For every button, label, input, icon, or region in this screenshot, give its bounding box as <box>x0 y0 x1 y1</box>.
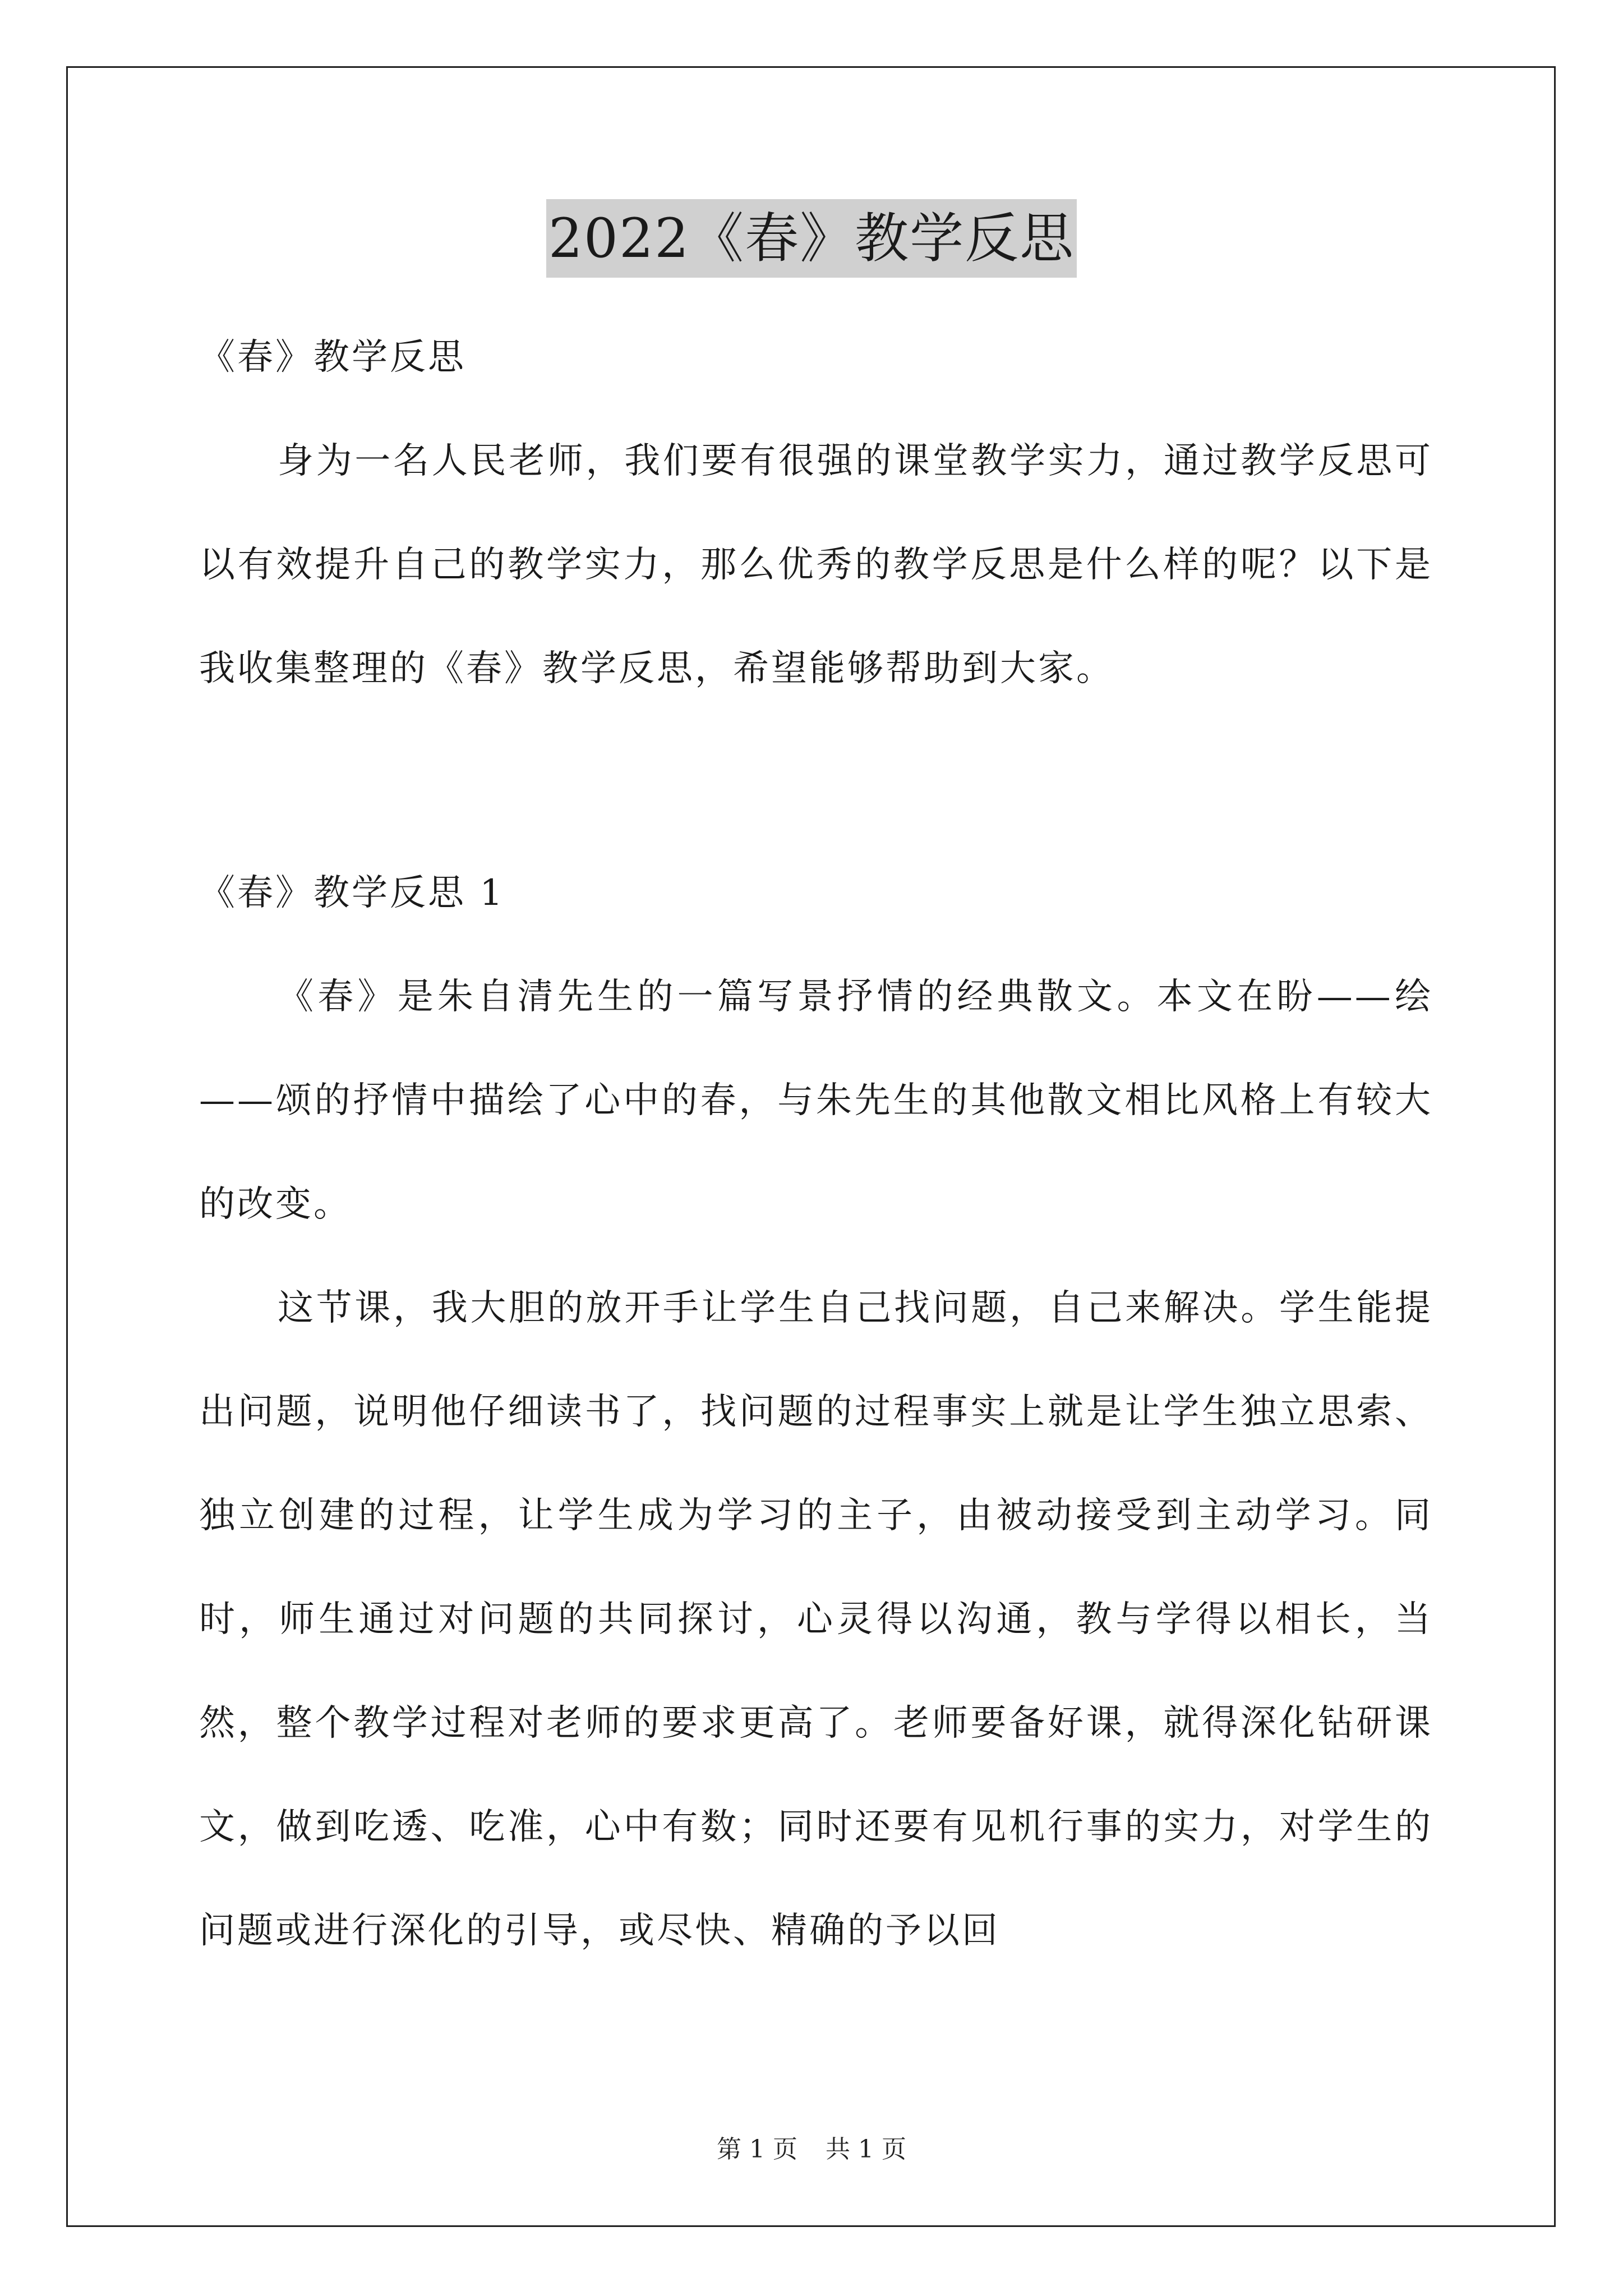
page-footer <box>0 2129 1623 2165</box>
document-title: 2022《春》教学反思 <box>546 199 1077 278</box>
title-container <box>0 199 1623 278</box>
main-heading: 《春》教学反思 <box>199 337 466 378</box>
section-paragraph-1: 《春》是朱自清先生的一篇写景抒情的经典散文。本文在盼——绘——颂的抒情中描绘了心中的春，与朱先生的其他散文相比风格上有较大的改变。 <box>199 976 1433 1225</box>
page-number: 第 1 页 <box>717 2135 797 2164</box>
document-body <box>199 306 1433 721</box>
section-heading: 《春》教学反思 1 <box>199 872 505 914</box>
section-1 <box>199 841 1433 1983</box>
intro-paragraph: 身为一名人民老师，我们要有很强的课堂教学实力，通过教学反思可以有效提升自己的教学实力，那么优秀的教学反思是什么样的呢？以下是我收集整理的《春》教学反思，希望能够帮助到大家。 <box>199 440 1433 689</box>
section-paragraph-2: 这节课，我大胆的放开手让学生自己找问题，自己来解决。学生能提出问题，说明他仔细读书了，找问题的过程事实上就是让学生独立思索、独立创建的过程，让学生成为学习的主子，由被动接受到主动学习。同时，师生通过对问题的共同探讨，心灵得以沟通，教与学得以相长，当然，整个教学过程对老师的要求更高了。老师要备好课，就得深化钻研课文，做到吃透、吃准，心中有数；同时还要有见机行事的实力，对学生的问题或进行深化的引导，或尽快、精确的予以回 <box>199 1287 1433 1952</box>
page-total: 共 1 页 <box>826 2135 906 2164</box>
